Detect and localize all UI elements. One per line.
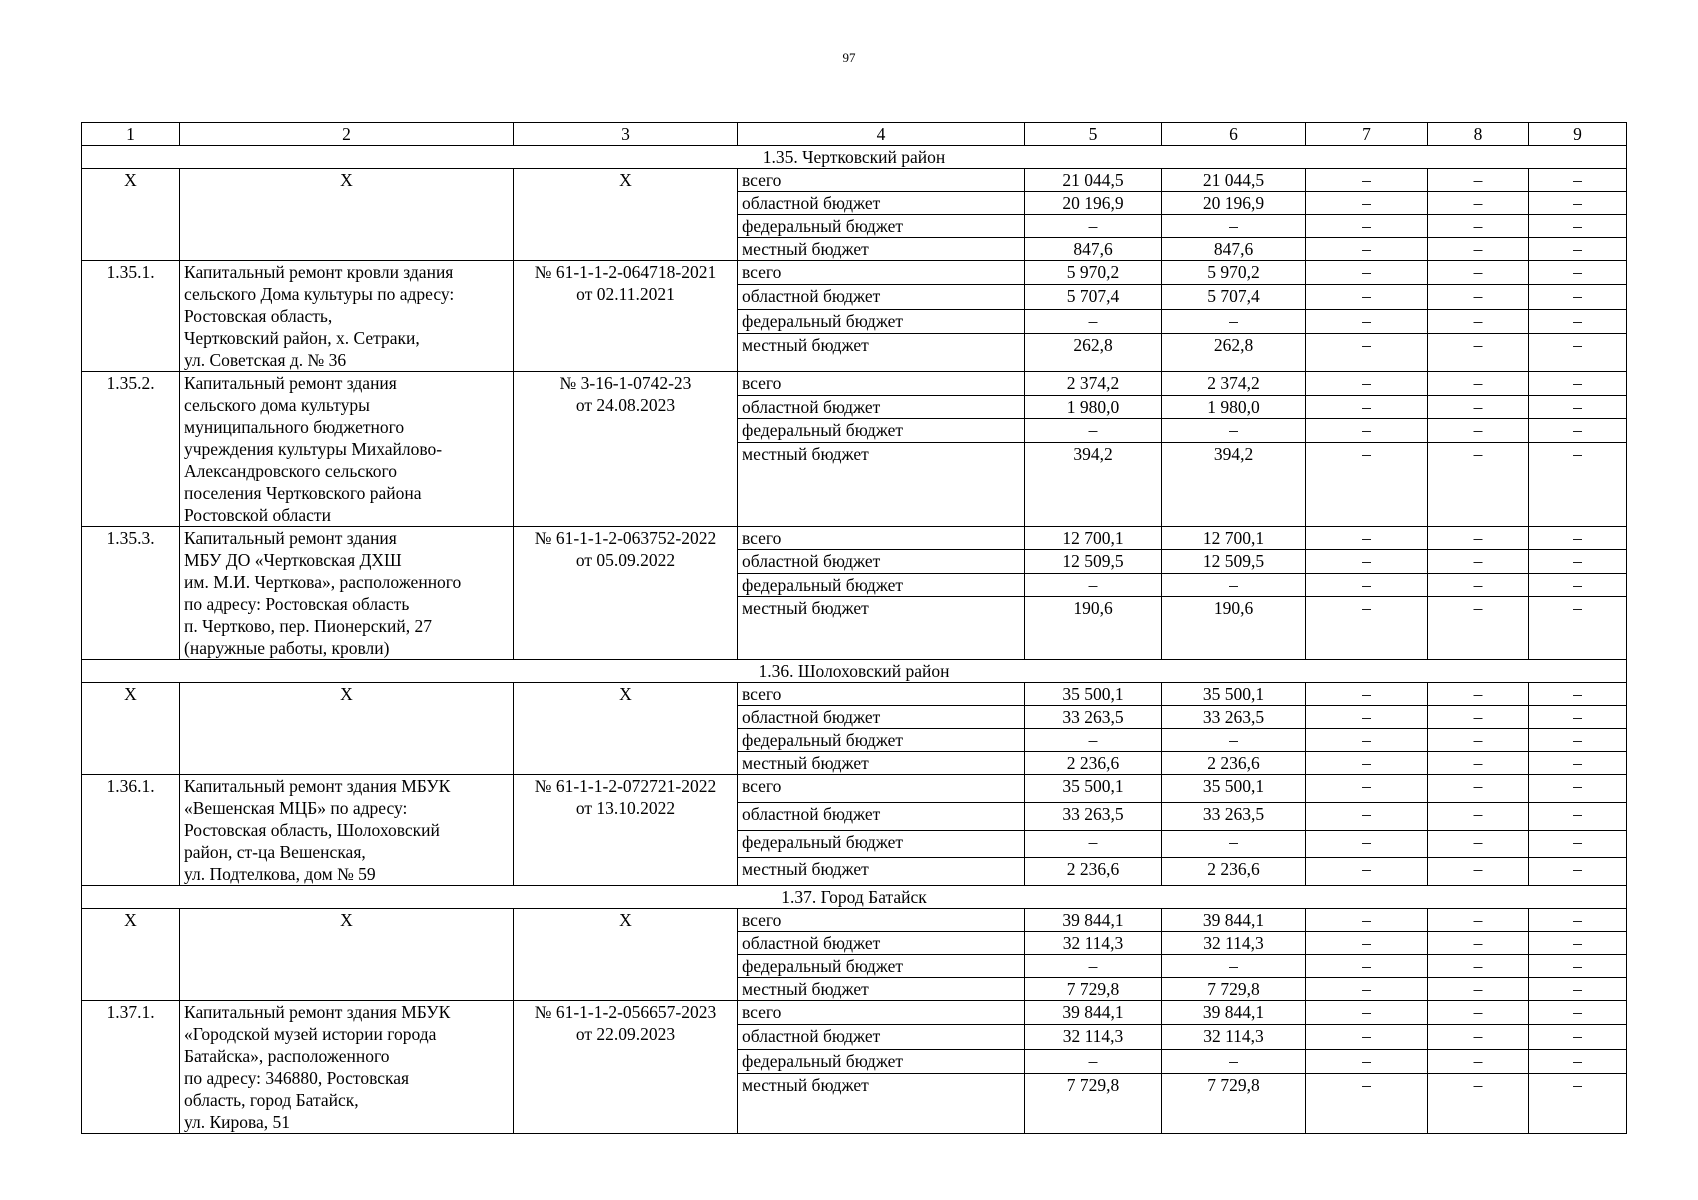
total-row — [82, 683, 1627, 706]
object-name: Х — [180, 169, 514, 261]
budget-source: областной бюджет — [738, 395, 1025, 419]
table-body — [82, 123, 1627, 1134]
cell-line: № 61-1-1-2-064718-2021 — [534, 262, 717, 282]
budget-source: федеральный бюджет — [738, 955, 1025, 978]
object-name: Х — [180, 909, 514, 1001]
amount-cell: – — [1529, 978, 1627, 1001]
budget-source: всего — [738, 372, 1025, 396]
budget-source: всего — [738, 527, 1025, 550]
amount-cell: 12 509,5 — [1025, 550, 1162, 573]
amount-cell: 1 980,0 — [1025, 395, 1162, 419]
amount-cell: – — [1306, 192, 1428, 215]
budget-source: областной бюджет — [738, 802, 1025, 830]
amount-cell: – — [1428, 285, 1529, 309]
amount-cell: – — [1428, 192, 1529, 215]
amount-cell: – — [1428, 443, 1529, 527]
amount-cell: – — [1025, 729, 1162, 752]
amount-cell: – — [1306, 830, 1428, 858]
object-name — [180, 527, 514, 660]
cell-line: ул. Подтелкова, дом № 59 — [184, 864, 376, 884]
total-row — [82, 169, 1627, 192]
amount-cell: – — [1529, 238, 1627, 261]
amount-cell: – — [1025, 309, 1162, 333]
cell-line: сельского дома культуры — [184, 395, 370, 415]
amount-cell: 394,2 — [1162, 443, 1306, 527]
amount-cell: – — [1529, 706, 1627, 729]
amount-cell: – — [1306, 752, 1428, 775]
cell-line: ул. Советская д. № 36 — [184, 350, 347, 370]
amount-cell: – — [1306, 683, 1428, 706]
budget-source: областной бюджет — [738, 550, 1025, 573]
row-number: 1.35.3. — [82, 527, 180, 660]
amount-cell: – — [1306, 1049, 1428, 1073]
cell-line: по адресу: 346880, Ростовская — [184, 1068, 410, 1088]
amount-cell: – — [1428, 706, 1529, 729]
amount-cell: – — [1529, 955, 1627, 978]
amount-cell: 394,2 — [1025, 443, 1162, 527]
amount-cell: – — [1529, 192, 1627, 215]
amount-cell: – — [1306, 858, 1428, 886]
budget-source: местный бюджет — [738, 238, 1025, 261]
item-row — [82, 372, 1627, 396]
amount-cell: – — [1529, 909, 1627, 932]
budget-source: федеральный бюджет — [738, 729, 1025, 752]
amount-cell: – — [1025, 1049, 1162, 1073]
amount-cell: 35 500,1 — [1162, 775, 1306, 803]
object-name — [180, 372, 514, 527]
amount-cell: – — [1529, 597, 1627, 660]
amount-cell: – — [1428, 932, 1529, 955]
amount-cell: – — [1025, 419, 1162, 443]
row-number: Х — [82, 169, 180, 261]
amount-cell: – — [1529, 285, 1627, 309]
section-title: 1.36. Шолоховский район — [82, 660, 1627, 683]
amount-cell: 5 707,4 — [1162, 285, 1306, 309]
cell-line: учреждения культуры Михайлово- — [184, 439, 443, 459]
budget-source: местный бюджет — [738, 443, 1025, 527]
cell-line: от 22.09.2023 — [575, 1024, 676, 1044]
column-header: 4 — [738, 123, 1025, 146]
amount-cell: 847,6 — [1162, 238, 1306, 261]
amount-cell: – — [1306, 1025, 1428, 1049]
cell-line: поселения Чертковского района — [184, 483, 422, 503]
document-ref — [514, 261, 738, 372]
column-header: 6 — [1162, 123, 1306, 146]
column-header: 9 — [1529, 123, 1627, 146]
amount-cell: – — [1529, 261, 1627, 285]
budget-source: федеральный бюджет — [738, 573, 1025, 596]
section-row — [82, 886, 1627, 909]
amount-cell: – — [1529, 443, 1627, 527]
amount-cell: – — [1306, 597, 1428, 660]
amount-cell: – — [1306, 215, 1428, 238]
amount-cell: – — [1306, 395, 1428, 419]
amount-cell: 32 114,3 — [1162, 932, 1306, 955]
amount-cell: 2 236,6 — [1162, 752, 1306, 775]
amount-cell: – — [1428, 372, 1529, 396]
amount-cell: – — [1306, 169, 1428, 192]
item-row — [82, 261, 1627, 285]
document-ref — [514, 527, 738, 660]
amount-cell: 39 844,1 — [1162, 1001, 1306, 1025]
object-name — [180, 261, 514, 372]
amount-cell: – — [1428, 215, 1529, 238]
cell-line: от 05.09.2022 — [575, 550, 676, 570]
budget-source: областной бюджет — [738, 932, 1025, 955]
amount-cell: 7 729,8 — [1025, 978, 1162, 1001]
budget-source: всего — [738, 775, 1025, 803]
item-row — [82, 527, 1627, 550]
amount-cell: 32 114,3 — [1025, 1025, 1162, 1049]
row-number: Х — [82, 909, 180, 1001]
budget-source: всего — [738, 683, 1025, 706]
cell-line: Ростовская область, Шолоховский — [184, 820, 440, 840]
amount-cell: 32 114,3 — [1162, 1025, 1306, 1049]
amount-cell: – — [1428, 830, 1529, 858]
amount-cell: – — [1162, 830, 1306, 858]
budget-source: местный бюджет — [738, 752, 1025, 775]
amount-cell: 2 374,2 — [1162, 372, 1306, 396]
amount-cell: – — [1529, 1074, 1627, 1134]
amount-cell: 32 114,3 — [1025, 932, 1162, 955]
amount-cell: – — [1428, 1074, 1529, 1134]
cell-line: Ростовской области — [184, 505, 331, 525]
amount-cell: – — [1306, 978, 1428, 1001]
amount-cell: 20 196,9 — [1162, 192, 1306, 215]
budget-table — [81, 122, 1627, 1134]
budget-source: всего — [738, 1001, 1025, 1025]
amount-cell: 39 844,1 — [1162, 909, 1306, 932]
cell-line: от 02.11.2021 — [576, 284, 675, 304]
cell-line: Ростовская область, — [184, 306, 333, 326]
cell-line: № 61-1-1-2-072721-2022 — [534, 776, 717, 796]
row-number: 1.37.1. — [82, 1001, 180, 1134]
section-title: 1.35. Чертковский район — [82, 146, 1627, 169]
budget-source: федеральный бюджет — [738, 419, 1025, 443]
amount-cell: – — [1306, 1001, 1428, 1025]
amount-cell: – — [1428, 309, 1529, 333]
amount-cell: – — [1428, 261, 1529, 285]
amount-cell: – — [1306, 238, 1428, 261]
cell-line: Батайска», расположенного — [184, 1046, 390, 1066]
amount-cell: – — [1306, 729, 1428, 752]
amount-cell: – — [1428, 597, 1529, 660]
budget-source: местный бюджет — [738, 597, 1025, 660]
amount-cell: – — [1529, 550, 1627, 573]
document-ref — [514, 1001, 738, 1134]
amount-cell: – — [1529, 573, 1627, 596]
amount-cell: 33 263,5 — [1025, 706, 1162, 729]
amount-cell: – — [1306, 372, 1428, 396]
amount-cell: 39 844,1 — [1025, 909, 1162, 932]
document-ref: Х — [514, 169, 738, 261]
amount-cell: – — [1306, 527, 1428, 550]
column-header: 8 — [1428, 123, 1529, 146]
amount-cell: – — [1428, 527, 1529, 550]
amount-cell: – — [1529, 372, 1627, 396]
section-row — [82, 660, 1627, 683]
amount-cell: – — [1428, 334, 1529, 372]
amount-cell: – — [1306, 419, 1428, 443]
amount-cell: 5 970,2 — [1162, 261, 1306, 285]
document-ref: Х — [514, 909, 738, 1001]
object-name — [180, 1001, 514, 1134]
amount-cell: – — [1428, 169, 1529, 192]
amount-cell: 35 500,1 — [1162, 683, 1306, 706]
amount-cell: – — [1306, 573, 1428, 596]
cell-line: сельского Дома культуры по адресу: — [184, 284, 455, 304]
amount-cell: – — [1428, 1001, 1529, 1025]
cell-line: МБУ ДО «Чертковская ДХШ — [184, 550, 402, 570]
amount-cell: 21 044,5 — [1162, 169, 1306, 192]
amount-cell: – — [1529, 752, 1627, 775]
amount-cell: – — [1306, 1074, 1428, 1134]
cell-line: (наружные работы, кровли) — [184, 638, 390, 658]
cell-line: № 3-16-1-0742-23 — [559, 373, 692, 393]
budget-source: областной бюджет — [738, 285, 1025, 309]
budget-source: областной бюджет — [738, 706, 1025, 729]
section-title: 1.37. Город Батайск — [82, 886, 1627, 909]
cell-line: Капитальный ремонт здания МБУК — [184, 1002, 451, 1022]
budget-source: всего — [738, 261, 1025, 285]
cell-line: район, ст-ца Вешенская, — [184, 842, 366, 862]
amount-cell: – — [1428, 909, 1529, 932]
amount-cell: – — [1428, 550, 1529, 573]
section-row — [82, 146, 1627, 169]
amount-cell: – — [1306, 955, 1428, 978]
amount-cell: – — [1428, 955, 1529, 978]
amount-cell: – — [1529, 334, 1627, 372]
header-row — [82, 123, 1627, 146]
amount-cell: – — [1428, 858, 1529, 886]
amount-cell: – — [1428, 238, 1529, 261]
amount-cell: – — [1162, 1049, 1306, 1073]
amount-cell: – — [1529, 775, 1627, 803]
amount-cell: – — [1428, 419, 1529, 443]
cell-line: область, город Батайск, — [184, 1090, 359, 1110]
page-number: 97 — [842, 50, 856, 65]
amount-cell: – — [1428, 775, 1529, 803]
cell-line: ул. Кирова, 51 — [184, 1112, 291, 1132]
row-number: 1.35.1. — [82, 261, 180, 372]
budget-source: местный бюджет — [738, 858, 1025, 886]
budget-source: областной бюджет — [738, 1025, 1025, 1049]
amount-cell: – — [1025, 573, 1162, 596]
amount-cell: – — [1529, 215, 1627, 238]
object-name: Х — [180, 683, 514, 775]
amount-cell: 262,8 — [1162, 334, 1306, 372]
cell-line: Капитальный ремонт здания МБУК — [184, 776, 451, 796]
amount-cell: 262,8 — [1025, 334, 1162, 372]
column-header: 3 — [514, 123, 738, 146]
budget-source: федеральный бюджет — [738, 215, 1025, 238]
column-header: 5 — [1025, 123, 1162, 146]
cell-line: № 61-1-1-2-056657-2023 — [534, 1002, 717, 1022]
amount-cell: – — [1162, 419, 1306, 443]
budget-source: федеральный бюджет — [738, 1049, 1025, 1073]
amount-cell: – — [1529, 309, 1627, 333]
budget-source: всего — [738, 169, 1025, 192]
amount-cell: 2 236,6 — [1025, 858, 1162, 886]
amount-cell: – — [1428, 978, 1529, 1001]
cell-line: п. Чертково, пер. Пионерский, 27 — [184, 616, 432, 636]
amount-cell: – — [1162, 955, 1306, 978]
amount-cell: – — [1306, 706, 1428, 729]
amount-cell: – — [1529, 729, 1627, 752]
amount-cell: – — [1306, 802, 1428, 830]
cell-line: им. М.И. Черткова», расположенного — [184, 572, 462, 592]
amount-cell: 20 196,9 — [1025, 192, 1162, 215]
document-ref: Х — [514, 683, 738, 775]
row-number: Х — [82, 683, 180, 775]
amount-cell: – — [1162, 729, 1306, 752]
cell-line: Капитальный ремонт кровли здания — [184, 262, 454, 282]
amount-cell: – — [1428, 1025, 1529, 1049]
amount-cell: – — [1529, 932, 1627, 955]
amount-cell: 190,6 — [1025, 597, 1162, 660]
amount-cell: 7 729,8 — [1162, 978, 1306, 1001]
amount-cell: 190,6 — [1162, 597, 1306, 660]
column-header: 1 — [82, 123, 180, 146]
amount-cell: – — [1306, 443, 1428, 527]
amount-cell: – — [1529, 858, 1627, 886]
amount-cell: – — [1306, 334, 1428, 372]
amount-cell: 33 263,5 — [1162, 706, 1306, 729]
amount-cell: 35 500,1 — [1025, 775, 1162, 803]
item-row — [82, 1001, 1627, 1025]
cell-line: Чертковский район, х. Сетраки, — [184, 328, 420, 348]
budget-source: федеральный бюджет — [738, 309, 1025, 333]
amount-cell: – — [1529, 419, 1627, 443]
amount-cell: 2 236,6 — [1025, 752, 1162, 775]
amount-cell: – — [1428, 752, 1529, 775]
amount-cell: – — [1428, 1049, 1529, 1073]
budget-source: федеральный бюджет — [738, 830, 1025, 858]
amount-cell: 39 844,1 — [1025, 1001, 1162, 1025]
amount-cell: – — [1025, 215, 1162, 238]
amount-cell: – — [1529, 527, 1627, 550]
cell-line: № 61-1-1-2-063752-2022 — [534, 528, 717, 548]
amount-cell: 12 700,1 — [1025, 527, 1162, 550]
amount-cell: – — [1529, 1049, 1627, 1073]
amount-cell: 7 729,8 — [1025, 1074, 1162, 1134]
cell-line: по адресу: Ростовская область — [184, 594, 410, 614]
cell-line: от 24.08.2023 — [575, 395, 676, 415]
document-ref — [514, 372, 738, 527]
amount-cell: 12 700,1 — [1162, 527, 1306, 550]
budget-source: местный бюджет — [738, 978, 1025, 1001]
cell-line: Капитальный ремонт здания — [184, 528, 397, 548]
amount-cell: – — [1025, 955, 1162, 978]
amount-cell: – — [1025, 830, 1162, 858]
amount-cell: – — [1428, 573, 1529, 596]
row-number: 1.36.1. — [82, 775, 180, 886]
budget-source: местный бюджет — [738, 1074, 1025, 1134]
amount-cell: – — [1162, 309, 1306, 333]
amount-cell: – — [1529, 1025, 1627, 1049]
total-row — [82, 909, 1627, 932]
amount-cell: – — [1306, 909, 1428, 932]
amount-cell: – — [1529, 830, 1627, 858]
amount-cell: 7 729,8 — [1162, 1074, 1306, 1134]
amount-cell: – — [1162, 573, 1306, 596]
budget-source: местный бюджет — [738, 334, 1025, 372]
amount-cell: – — [1529, 802, 1627, 830]
column-header: 2 — [180, 123, 514, 146]
amount-cell: – — [1529, 683, 1627, 706]
amount-cell: – — [1428, 395, 1529, 419]
amount-cell: 33 263,5 — [1162, 802, 1306, 830]
amount-cell: 5 707,4 — [1025, 285, 1162, 309]
cell-line: от 13.10.2022 — [575, 798, 676, 818]
amount-cell: – — [1428, 729, 1529, 752]
amount-cell: – — [1529, 169, 1627, 192]
amount-cell: 12 509,5 — [1162, 550, 1306, 573]
budget-source: всего — [738, 909, 1025, 932]
amount-cell: – — [1529, 395, 1627, 419]
amount-cell: 33 263,5 — [1025, 802, 1162, 830]
amount-cell: – — [1428, 802, 1529, 830]
amount-cell: – — [1306, 261, 1428, 285]
cell-line: Александровского сельского — [184, 461, 397, 481]
amount-cell: – — [1428, 683, 1529, 706]
amount-cell: – — [1162, 215, 1306, 238]
amount-cell: 5 970,2 — [1025, 261, 1162, 285]
amount-cell: – — [1306, 775, 1428, 803]
amount-cell: 2 374,2 — [1025, 372, 1162, 396]
column-header: 7 — [1306, 123, 1428, 146]
cell-line: муниципального бюджетного — [184, 417, 405, 437]
amount-cell: – — [1529, 1001, 1627, 1025]
amount-cell: 1 980,0 — [1162, 395, 1306, 419]
amount-cell: – — [1306, 550, 1428, 573]
amount-cell: 35 500,1 — [1025, 683, 1162, 706]
amount-cell: 21 044,5 — [1025, 169, 1162, 192]
amount-cell: 2 236,6 — [1162, 858, 1306, 886]
amount-cell: – — [1306, 309, 1428, 333]
amount-cell: 847,6 — [1025, 238, 1162, 261]
budget-source: областной бюджет — [738, 192, 1025, 215]
cell-line: «Вешенская МЦБ» по адресу: — [184, 798, 408, 818]
document-ref — [514, 775, 738, 886]
row-number: 1.35.2. — [82, 372, 180, 527]
item-row — [82, 775, 1627, 803]
object-name — [180, 775, 514, 886]
amount-cell: – — [1306, 285, 1428, 309]
amount-cell: – — [1306, 932, 1428, 955]
cell-line: «Городской музей истории города — [184, 1024, 437, 1044]
cell-line: Капитальный ремонт здания — [184, 373, 397, 393]
